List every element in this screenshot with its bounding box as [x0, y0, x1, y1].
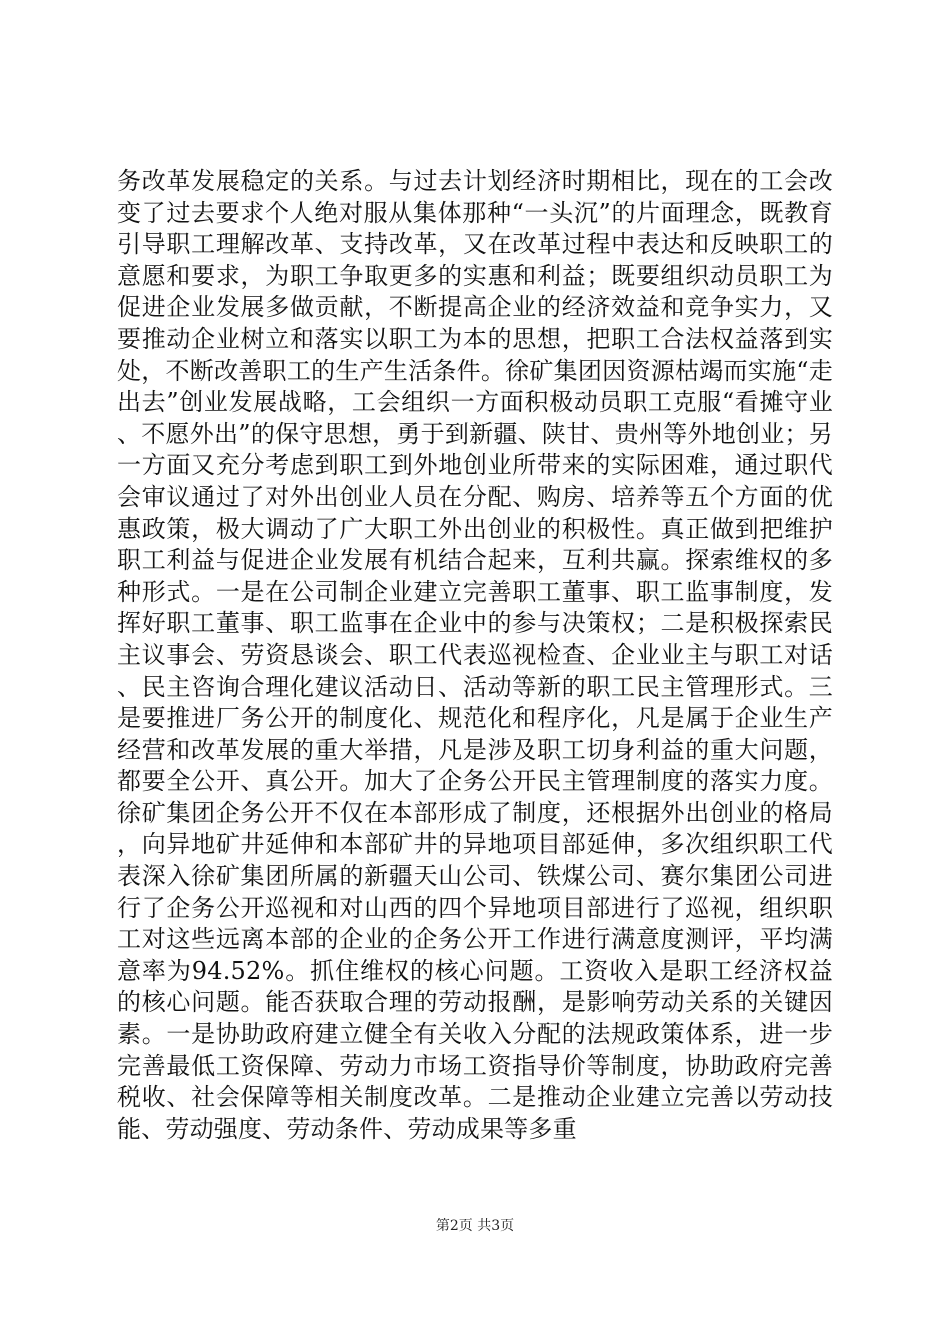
- page-number-footer: 第2页 共3页: [435, 1218, 515, 1234]
- body-paragraph: 务改革发展稳定的关系。与过去计划经济时期相比，现在的工会改变了过去要求个人绝对服从集体那种“一头沉”的片面理念，既教育引导职工理解改革、支持改革，又在改革过程中表达和反映职工的意愿和要求，为职工争取更多的实惠和利益；既要组织动员职工为促进企业发展多做贡献，不断提高企业的经济效益和竞争实力，又要推动企业树立和落实以职工为本的思想，把职工合法权益落到实处，不断改善职工的生产生活条件。徐矿集团因资源枯竭而实施“走出去”创业发展战略，工会组织一方面积极动员职工克服“看摊守业、不愿外出”的保守思想，勇于到新疆、陕甘、贵州等外地创业；另一方面又充分考虑到职工到外地创业所带来的实际困难，通过职代会审议通过了对外出创业人员在分配、购房、培养等五个方面的优惠政策，极大调动了广大职工外出创业的积极性。真正做到把维护职工利益与促进企业发展有机结合起来，互利共赢。探索维权的多种形式。一是在公司制企业建立完善职工董事、职工监事制度，发挥好职工董事、职工监事在企业中的参与决策权；二是积极探索民主议事会、劳资恳谈会、职工代表巡视检查、企业业主与职工对话、民主咨询合理化建议活动日、活动等新的职工民主管理形式。三是要推进厂务公开的制度化、规范化和程序化，凡是属于企业生产经营和改革发展的重大举措，凡是涉及职工切身利益的重大问题，都要全公开、真公开。加大了企务公开民主管理制度的落实力度。徐矿集团企务公开不仅在本部形成了制度，还根据外出创业的格局，向异地矿井延伸和本部矿井的异地项目部延伸，多次组织职工代表深入徐矿集团所属的新疆天山公司、铁煤公司、赛尔集团公司进行了企务公开巡视和对山西的四个异地项目部进行了巡视，组织职工对这些远离本部的企业的企务公开工作进行满意度测评，平均满意率为94.52%。抓住维权的核心问题。工资收入是职工经济权益的核心问题。能否获取合理的劳动报酬，是影响劳动关系的关键因素。一是协助政府建立健全有关收入分配的法规政策体系，进一步完善最低工资保障、劳动力市场工资指导价等制度，协助政府完善税收、社会保障等相关制度改革。二是推动企业建立完善以劳动技能、劳动强度、劳动条件、劳动成果等多重: [117, 167, 833, 1143]
